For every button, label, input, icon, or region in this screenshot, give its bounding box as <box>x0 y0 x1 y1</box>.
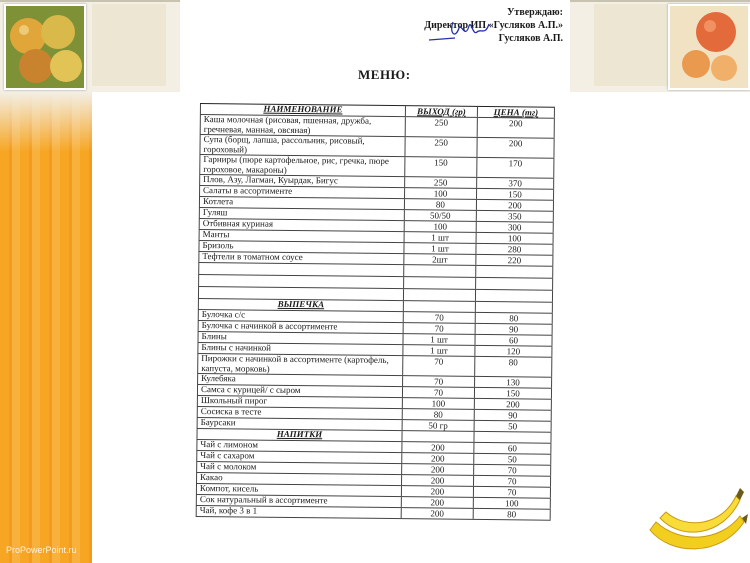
item-name: Пирожки с начинкой в ассортименте (картофель, капуста, морковь) <box>197 354 403 375</box>
item-price: 150 <box>477 189 554 200</box>
item-price: 70 <box>474 476 551 487</box>
item-output: 200 <box>402 464 474 475</box>
item-name: Бризоль <box>198 241 404 253</box>
column-header-name: НАИМЕНОВАНИЕ <box>200 104 406 116</box>
column-header-output: ВЫХОД (гр) <box>406 106 478 117</box>
item-name: Гуляш <box>199 208 405 220</box>
item-price: 200 <box>478 118 555 138</box>
item-price: 220 <box>476 255 553 266</box>
column-header-price: ЦЕНА (тг) <box>478 107 555 118</box>
item-name: Кулебяка <box>197 374 403 386</box>
menu-table <box>196 103 555 521</box>
menu-title: МЕНЮ: <box>358 67 411 82</box>
item-output: 200 <box>402 453 474 464</box>
item-output: 200 <box>402 475 474 486</box>
item-name: Чай с сахаром <box>196 451 402 463</box>
item-price: 200 <box>475 399 552 410</box>
beige-square <box>92 4 166 86</box>
item-output: 200 <box>402 486 474 497</box>
item-output: 70 <box>404 323 476 334</box>
item-name: Блины с начинкой <box>197 343 403 355</box>
item-price: 50 <box>475 421 552 432</box>
item-name: Самса с курицей/ с сыром <box>197 385 403 397</box>
item-price: 150 <box>475 388 552 399</box>
apples-photo-art <box>6 6 84 88</box>
item-output: 100 <box>403 398 475 409</box>
item-output: 250 <box>405 137 477 157</box>
item-name: Котлета <box>199 197 405 209</box>
item-price: 80 <box>474 509 551 520</box>
item-price: 370 <box>477 178 554 189</box>
item-output: 70 <box>404 312 476 323</box>
item-output: 50 гр <box>403 420 475 431</box>
item-name: Компот, кисель <box>196 484 402 496</box>
item-name: Чай, кофе 3 в 1 <box>196 506 402 518</box>
item-output: 250 <box>406 117 478 137</box>
item-price: 280 <box>476 244 553 255</box>
stripe-fade <box>0 92 92 152</box>
approve-line-2: Директор ИП «Гусляков А.П.» <box>424 20 563 31</box>
item-output: 250 <box>405 177 477 188</box>
item-price: 300 <box>477 222 554 233</box>
item-output: 100 <box>405 221 477 232</box>
item-output: 150 <box>405 157 477 177</box>
item-name: Плов, Азу, Лагман, Куырдак, Бигус <box>199 175 405 187</box>
item-price: 100 <box>474 498 551 509</box>
item-output: 70 <box>403 376 475 387</box>
item-name: Сок натуральный в ассортименте <box>196 495 402 507</box>
item-output: 100 <box>405 188 477 199</box>
beige-square <box>594 4 668 86</box>
item-price: 70 <box>474 487 551 498</box>
item-price: 100 <box>477 233 554 244</box>
item-name: Супа (борщ, лапша, рассольник, рисовый, гороховый) <box>199 135 405 156</box>
item-name: Салаты в ассортименте <box>199 186 405 198</box>
item-price: 200 <box>477 200 554 211</box>
item-output: 1 шт <box>404 243 476 254</box>
approve-line-3: Гусляков А.П. <box>498 33 563 44</box>
item-price: 170 <box>477 158 554 178</box>
item-name: Сосиска в тесте <box>197 407 403 419</box>
watermark-text: ProPowerPoint.ru <box>6 545 77 555</box>
item-name: Манты <box>199 230 405 242</box>
item-output: 200 <box>402 497 474 508</box>
item-output: 80 <box>405 199 477 210</box>
item-name: Чай с молоком <box>196 462 402 474</box>
item-output: 50/50 <box>405 210 477 221</box>
item-output: 70 <box>403 356 475 376</box>
item-name: Булочка с/с <box>198 310 404 322</box>
item-price: 90 <box>475 410 552 421</box>
item-name: Отбивная куриная <box>199 219 405 231</box>
approve-line-1: Утверждаю: <box>507 7 563 18</box>
item-price: 130 <box>475 377 552 388</box>
item-name: Чай с лимоном <box>196 440 402 452</box>
item-output: 2шт <box>404 254 476 265</box>
section-title-drinks: НАПИТКИ <box>196 429 402 441</box>
apples-photo <box>4 4 86 90</box>
item-output: 200 <box>402 508 474 519</box>
item-name: Каша молочная (рисовая, пшенная, дружба, гречневая, манная, овсяная) <box>200 115 406 136</box>
item-output: 80 <box>403 409 475 420</box>
item-price: 50 <box>474 454 551 465</box>
item-name: Баурсаки <box>197 418 403 430</box>
peaches-photo <box>668 4 750 90</box>
item-price: 80 <box>476 313 553 324</box>
item-name: Гарниры (пюре картофельное, рис, гречка, пюре гороховое, макароны) <box>199 155 405 176</box>
item-name: Блины <box>197 332 403 344</box>
item-output: 1 шт <box>405 232 477 243</box>
item-price: 60 <box>474 443 551 454</box>
item-name: Какао <box>196 473 402 485</box>
item-output: 70 <box>403 387 475 398</box>
item-output: 200 <box>402 442 474 453</box>
peaches-photo-art <box>670 6 748 88</box>
item-price: 120 <box>475 346 552 357</box>
item-name: Школьный пирог <box>197 396 403 408</box>
section-title-bakery: ВЫПЕЧКА <box>198 299 404 311</box>
bananas-image <box>640 470 750 560</box>
item-price: 70 <box>474 465 551 476</box>
item-name: Тефтели в томатном соусе <box>198 252 404 264</box>
item-price: 350 <box>477 211 554 222</box>
item-name: Булочка с начинкой в ассортименте <box>198 321 404 333</box>
item-price: 200 <box>477 138 554 158</box>
signature-scribble <box>425 18 495 44</box>
item-price: 60 <box>475 335 552 346</box>
item-price: 80 <box>475 357 552 377</box>
orange-stripe-column <box>0 92 92 563</box>
item-output: 1 шт <box>403 345 475 356</box>
item-price: 90 <box>476 324 553 335</box>
item-output: 1 шт <box>403 334 475 345</box>
